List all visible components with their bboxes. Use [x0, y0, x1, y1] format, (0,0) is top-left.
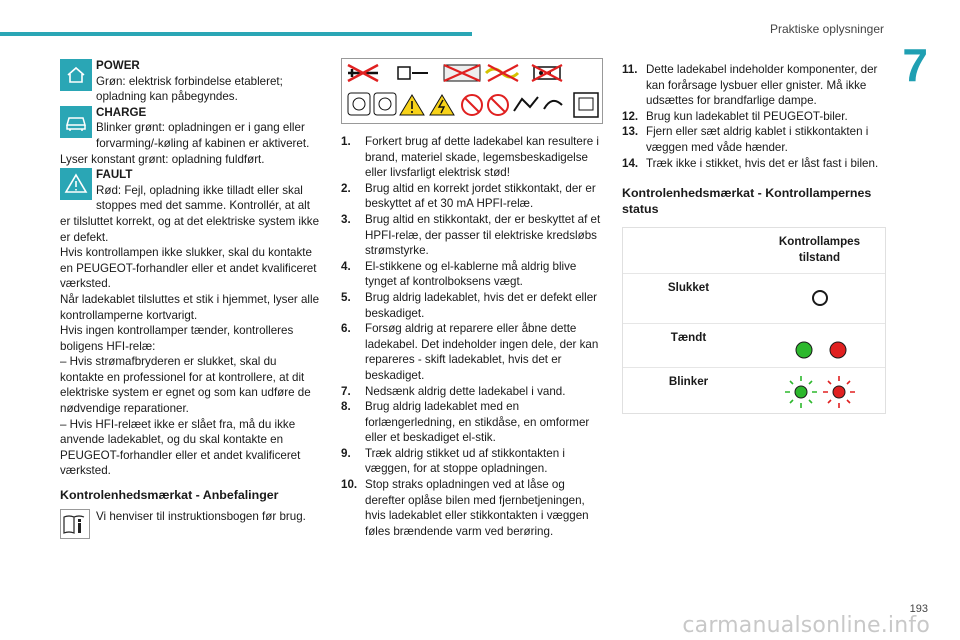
lamp-power-title: POWER — [96, 59, 140, 72]
page-number: 193 — [909, 603, 928, 616]
manual-book-icon — [60, 509, 90, 539]
manual-icon — [574, 93, 598, 117]
status-row-on — [623, 323, 885, 367]
label-pictograms — [342, 59, 604, 125]
recommend-heading: Kontrolenhedsmærkat - Anbefalinger — [60, 488, 279, 503]
home-icon — [60, 59, 92, 91]
status-label: Tændt — [670, 331, 707, 345]
column-middle — [341, 58, 603, 539]
recommend-text: Vi henviser til instruktionsbogen før brug. — [96, 510, 306, 524]
list-item: 3. Brug altid en stikkontakt, der er beskyttet af et HPFI-relæ, der passer til elektriske kredsløbs strømstyrke. — [341, 212, 601, 258]
manual-reference — [60, 509, 322, 539]
warning-triangle-icon — [60, 168, 92, 200]
lamp-fault-text: Rød: Fejl, opladning ikke tilladt eller skal stoppes med det samme. Kontrollér, at alt er tilsluttet korrekt, og at det elektriske system ikke er defekt. — [60, 183, 320, 244]
list-item: 1. Forkert brug af dette ladekabel kan resultere i brand, materiel skade, legemsbeskadigelse eller livsfarligt elektrisk stød! — [341, 135, 599, 180]
lamp-blink-icons — [775, 372, 865, 410]
warning-icon — [400, 95, 424, 115]
status-row-off — [623, 273, 885, 323]
no-extension-cord-icon — [348, 65, 378, 81]
car-icon — [60, 106, 92, 138]
list-item: 9. Træk aldrig stikket ud af stikkontakten i væggen, for at stoppe opladningen. — [341, 446, 565, 476]
chapter-number: 7 — [902, 39, 928, 91]
status-column-header: Kontrollampes tilstand — [778, 235, 861, 264]
lamp-charge — [60, 105, 322, 152]
watermark: carmanualsonline.info — [682, 613, 930, 639]
red-blink-lamp-icon — [823, 376, 855, 408]
no-pull-icon — [514, 97, 538, 111]
list-item: 14. Træk ikke i stikket, hvis det er låst fast i bilen. — [622, 156, 879, 170]
status-table-header — [623, 228, 885, 273]
socket-rcd-icon — [374, 93, 396, 115]
fault-para: – Hvis HFI-relæet ikke er slået fra, må du ikke anvende ladekablet, og du skal kontakte en PEUGEOT-forhandler eller et andet kvalificeret værksted. — [60, 417, 301, 478]
list-item: 11. Dette ladekabel indeholder komponenter, der kan forårsage lysbuer eller gnister. Må ikke udsættes for brandfarlige dampe. — [622, 63, 878, 108]
no-repair-icon — [488, 95, 508, 115]
lamp-on-icons — [780, 328, 860, 364]
electric-warning-icon — [430, 95, 454, 115]
safety-list-2 — [622, 62, 887, 171]
no-adapter-icon — [398, 67, 428, 79]
no-drop-icon — [544, 101, 562, 109]
no-power-strip-icon — [532, 65, 562, 81]
list-item: 6. Forsøg aldrig at reparere eller åbne dette ladekabel. Det indeholder ingen dele, der kan repareres - skift ladekablet, hvis det er beskadiget. — [341, 322, 599, 382]
fault-para: Når ladekablet tilsluttes et stik i hjemmet, lyser alle kontrollamperne kortvarigt. — [60, 292, 320, 322]
lamp-fault-title: FAULT — [96, 168, 133, 182]
no-multi-socket-icon — [444, 65, 480, 81]
list-item: 8. Brug aldrig ladekablet med en forlængerledning, en stikdåse, en omformer eller et beskadiget el-stik. — [341, 400, 590, 445]
red-lamp-icon — [830, 342, 846, 358]
no-garden-cable-icon — [486, 65, 518, 81]
green-lamp-icon — [796, 342, 812, 358]
header-accent-bar — [0, 32, 472, 36]
running-header: Praktiske oplysninger — [769, 22, 884, 36]
status-table — [622, 227, 886, 414]
list-item: 7. Nedsænk aldrig dette ladekabel i vand. — [341, 384, 566, 398]
list-item: 4. El-stikkene og el-kablerne må aldrig blive tynget af kontrolboksens vægt. — [341, 259, 577, 289]
column-right — [622, 62, 887, 414]
status-row-blink — [623, 367, 885, 413]
list-item: 2. Brug altid en korrekt jordet stikkontakt, der er beskyttet af et 30 mA HPFI-relæ. — [341, 181, 596, 211]
lamp-power-text: Grøn: elektrisk forbindelse etableret; opladning kan påbegyndes. — [96, 74, 283, 104]
fault-para: – Hvis strømafbryderen er slukket, skal du kontakte en professionel for at kontrollere, at dit elektriske system er egnet og som kan udføre de nødvendige reparationer. — [60, 355, 311, 416]
status-heading: Kontrolenhedsmærkat - Kontrollampernes status — [622, 186, 872, 217]
lamp-charge-title: CHARGE — [96, 105, 147, 119]
status-label: Slukket — [667, 281, 710, 295]
charge-complete-text: Lyser konstant grønt: opladning fuldført. — [60, 152, 265, 166]
column-left — [60, 58, 322, 539]
list-item: 5. Brug aldrig ladekablet, hvis det er defekt eller beskadiget. — [341, 290, 598, 320]
green-blink-lamp-icon — [785, 376, 817, 408]
lamp-charge-text: Blinker grønt: opladningen er i gang eller forvarming/-køling af kabinen er aktiveret. — [96, 121, 310, 150]
fault-para: Hvis ingen kontrollamper tænder, kontrolleres boligens HFI-relæ: — [60, 324, 294, 353]
socket-check-icon — [348, 93, 370, 115]
lamp-off-icon — [800, 278, 840, 314]
safety-list-1 — [341, 134, 603, 539]
list-item: 10. Stop straks opladningen ved at låse og derefter oplåse bilen med fjernbetjeningen, hvis ladekablet eller stikkontakten i væggen føles brændende varm ved berøring. — [341, 478, 589, 538]
list-item: 13. Fjern eller sæt aldrig kablet i stikkontakten i væggen med våde hænder. — [622, 125, 869, 154]
control-box-label-image — [341, 58, 603, 124]
fault-para: Hvis kontrollampen ikke slukker, skal du kontakte en PEUGEOT-forhandler eller et andet kvalificeret værksted. — [60, 246, 317, 291]
status-label: Blinker — [668, 375, 709, 389]
no-water-icon — [462, 95, 482, 115]
lamp-power — [60, 58, 322, 105]
lamp-fault — [60, 167, 322, 245]
list-item: 12. Brug kun ladekablet til PEUGEOT-biler. — [622, 109, 848, 123]
